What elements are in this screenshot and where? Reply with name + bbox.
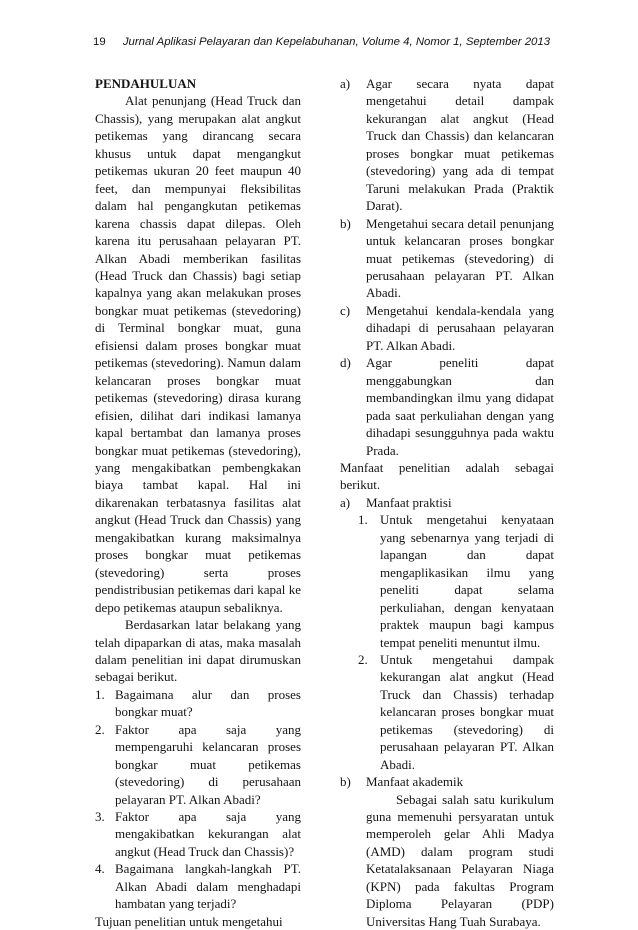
list-marker: 4.	[95, 861, 105, 877]
practical-benefit-item	[340, 511, 554, 651]
list-marker: 2.	[358, 651, 368, 667]
list-text: Mengetahui secara detail penunjang untuk kelancaran proses bongkar muat petikemas (stevedoring) di perusahaan pelayaran PT. Alkan Abadi.	[366, 215, 554, 301]
list-item	[95, 721, 301, 808]
list-marker: d)	[340, 355, 351, 371]
list-text: Bagaimana alur dan proses bongkar muat?	[115, 686, 301, 720]
aim-item	[340, 354, 554, 459]
list-text: Agar peneliti dapat menggabungkan dan membandingkan ilmu yang didapat pada saat perkuliahan dengan yang dihadapi sesungguhnya pada waktu Prada.	[366, 355, 554, 458]
running-header	[93, 36, 550, 48]
list-marker: b)	[340, 774, 351, 790]
section-heading: PENDAHULUAN	[95, 76, 197, 91]
list-text: Manfaat akademik	[366, 774, 464, 790]
aim-item	[340, 75, 554, 215]
list-marker: 1.	[95, 686, 105, 702]
practical-benefit-item	[340, 651, 554, 773]
research-questions	[95, 686, 301, 913]
list-text: Bagaimana langkah-langkah PT. Alkan Abadi dalam menghadapi hambatan yang terjadi?	[115, 861, 301, 912]
journal-title: Jurnal Aplikasi Pelayaran dan Kepelabuhanan, Volume 4, Nomor 1, September 2013	[122, 36, 551, 48]
list-marker: b)	[340, 215, 351, 231]
list-text: Untuk mengetahui kenyataan yang sebenarnya yang terjadi di lapangan dan dapat mengaplikasikan ilmu yang peneliti dapat selama perkuliahan, dengan kenyataan praktek maupun bagi kampus tempat peneliti menuntut ilmu.	[380, 512, 554, 650]
list-item	[95, 860, 301, 912]
list-item	[95, 686, 301, 721]
list-text: Faktor apa saja yang mengakibatkan kekurangan alat angkut (Head Truck dan Chassis)?	[115, 809, 301, 859]
aim-item	[340, 302, 554, 354]
list-marker: a)	[340, 76, 351, 91]
list-marker: 3.	[95, 809, 105, 825]
aim-item	[340, 215, 554, 302]
list-text: Untuk mengetahui dampak kekurangan alat angkut (Head Truck dan Chassis) terhadap kelancaran proses bongkar muat petikemas (stevedoring) di perusahaan pelayaran PT. Alkan Abadi.	[380, 651, 554, 772]
list-marker: 2.	[95, 721, 105, 737]
problem-paragraph: Berdasarkan latar belakang yang telah dipaparkan di atas, maka masalah dalam penelitian ini dapat dirumuskan sebagai berikut.	[95, 617, 301, 685]
academic-benefit-text	[340, 791, 554, 930]
benefits-intro: Manfaat penelitian adalah sebagai berikut.	[340, 459, 554, 493]
list-marker: a)	[340, 494, 351, 510]
list-text: Manfaat praktisi	[366, 494, 452, 510]
aims-lead-in: Tujuan penelitian untuk mengetahui	[95, 913, 283, 929]
list-text: Mengetahui kendala-kendala yang dihadapi di perusahaan pelayaran PT. Alkan Abadi.	[366, 302, 554, 353]
practical-benefit-heading	[340, 494, 554, 511]
academic-benefit-body: Sebagai salah satu kurikulum guna memenuhi persyaratan untuk memperoleh gelar Ahli Madya (AMD) dalam program studi Ketatalaksanaan Pelayaran Niaga (KPN) pada fakultas Program Diploma Pelayaran (PDP) Universitas Hang Tuah Surabaya.	[366, 791, 554, 929]
page-number: 19	[93, 36, 106, 48]
right-column	[340, 75, 554, 930]
academic-benefit-heading	[340, 773, 554, 790]
list-marker: 1.	[358, 512, 368, 528]
intro-paragraph: Alat penunjang (Head Truck dan Chassis), yang merupakan alat angkut petikemas yang dirancang secara khusus untuk dapat mengangkut petikemas ukuran 20 feet maupun 40 feet, dan mempunyai fleksibilitas dalam hal pengangkutan petikemas karena chassis dapat dilepas. Oleh karena itu perusahaan pelayaran PT. Alkan Abadi memberikan fasilitas (Head Truck dan Chassis) bagi setiap kapalnya yang akan melakukan proses bongkar muat petikemas (stevedoring) di Terminal bongkar muat, guna efisiensi dalam proses bongkar muat petikemas (stevedoring). Namun dalam kelancaran proses bongkar muat petikemas (stevedoring) dirasa kurang efisien, dilihat dari indikasi lamanya kapal bertambat dan lamanya proses bongkar muat petikemas (stevedoring), yang mengakibatkan pembengkakan biaya tambat kapal. Hal ini dikarenakan terbatasnya fasilitas alat angkut (Head Truck dan Chassis) yang mengakibatkan kurang maksimalnya proses bongkar muat petikemas (stevedoring) serta proses pendistribusian petikemas dari kapal ke depo petikemas ataupun sebaliknya.	[95, 93, 301, 615]
list-item	[95, 808, 301, 860]
left-column	[95, 75, 301, 930]
list-text: Agar secara nyata dapat mengetahui detail dampak kekurangan alat angkut (Head Truck dan Chassis) dan kelancaran proses bongkar muat petikemas (stevedoring) yang ada di tempat Taruni melakukan Prada (Praktik Darat).	[366, 76, 554, 214]
list-marker: c)	[340, 302, 351, 318]
list-text: Faktor apa saja yang mempengaruhi kelancaran proses bongkar muat petikemas (stevedoring) di perusahaan pelayaran PT. Alkan Abadi?	[115, 721, 301, 807]
